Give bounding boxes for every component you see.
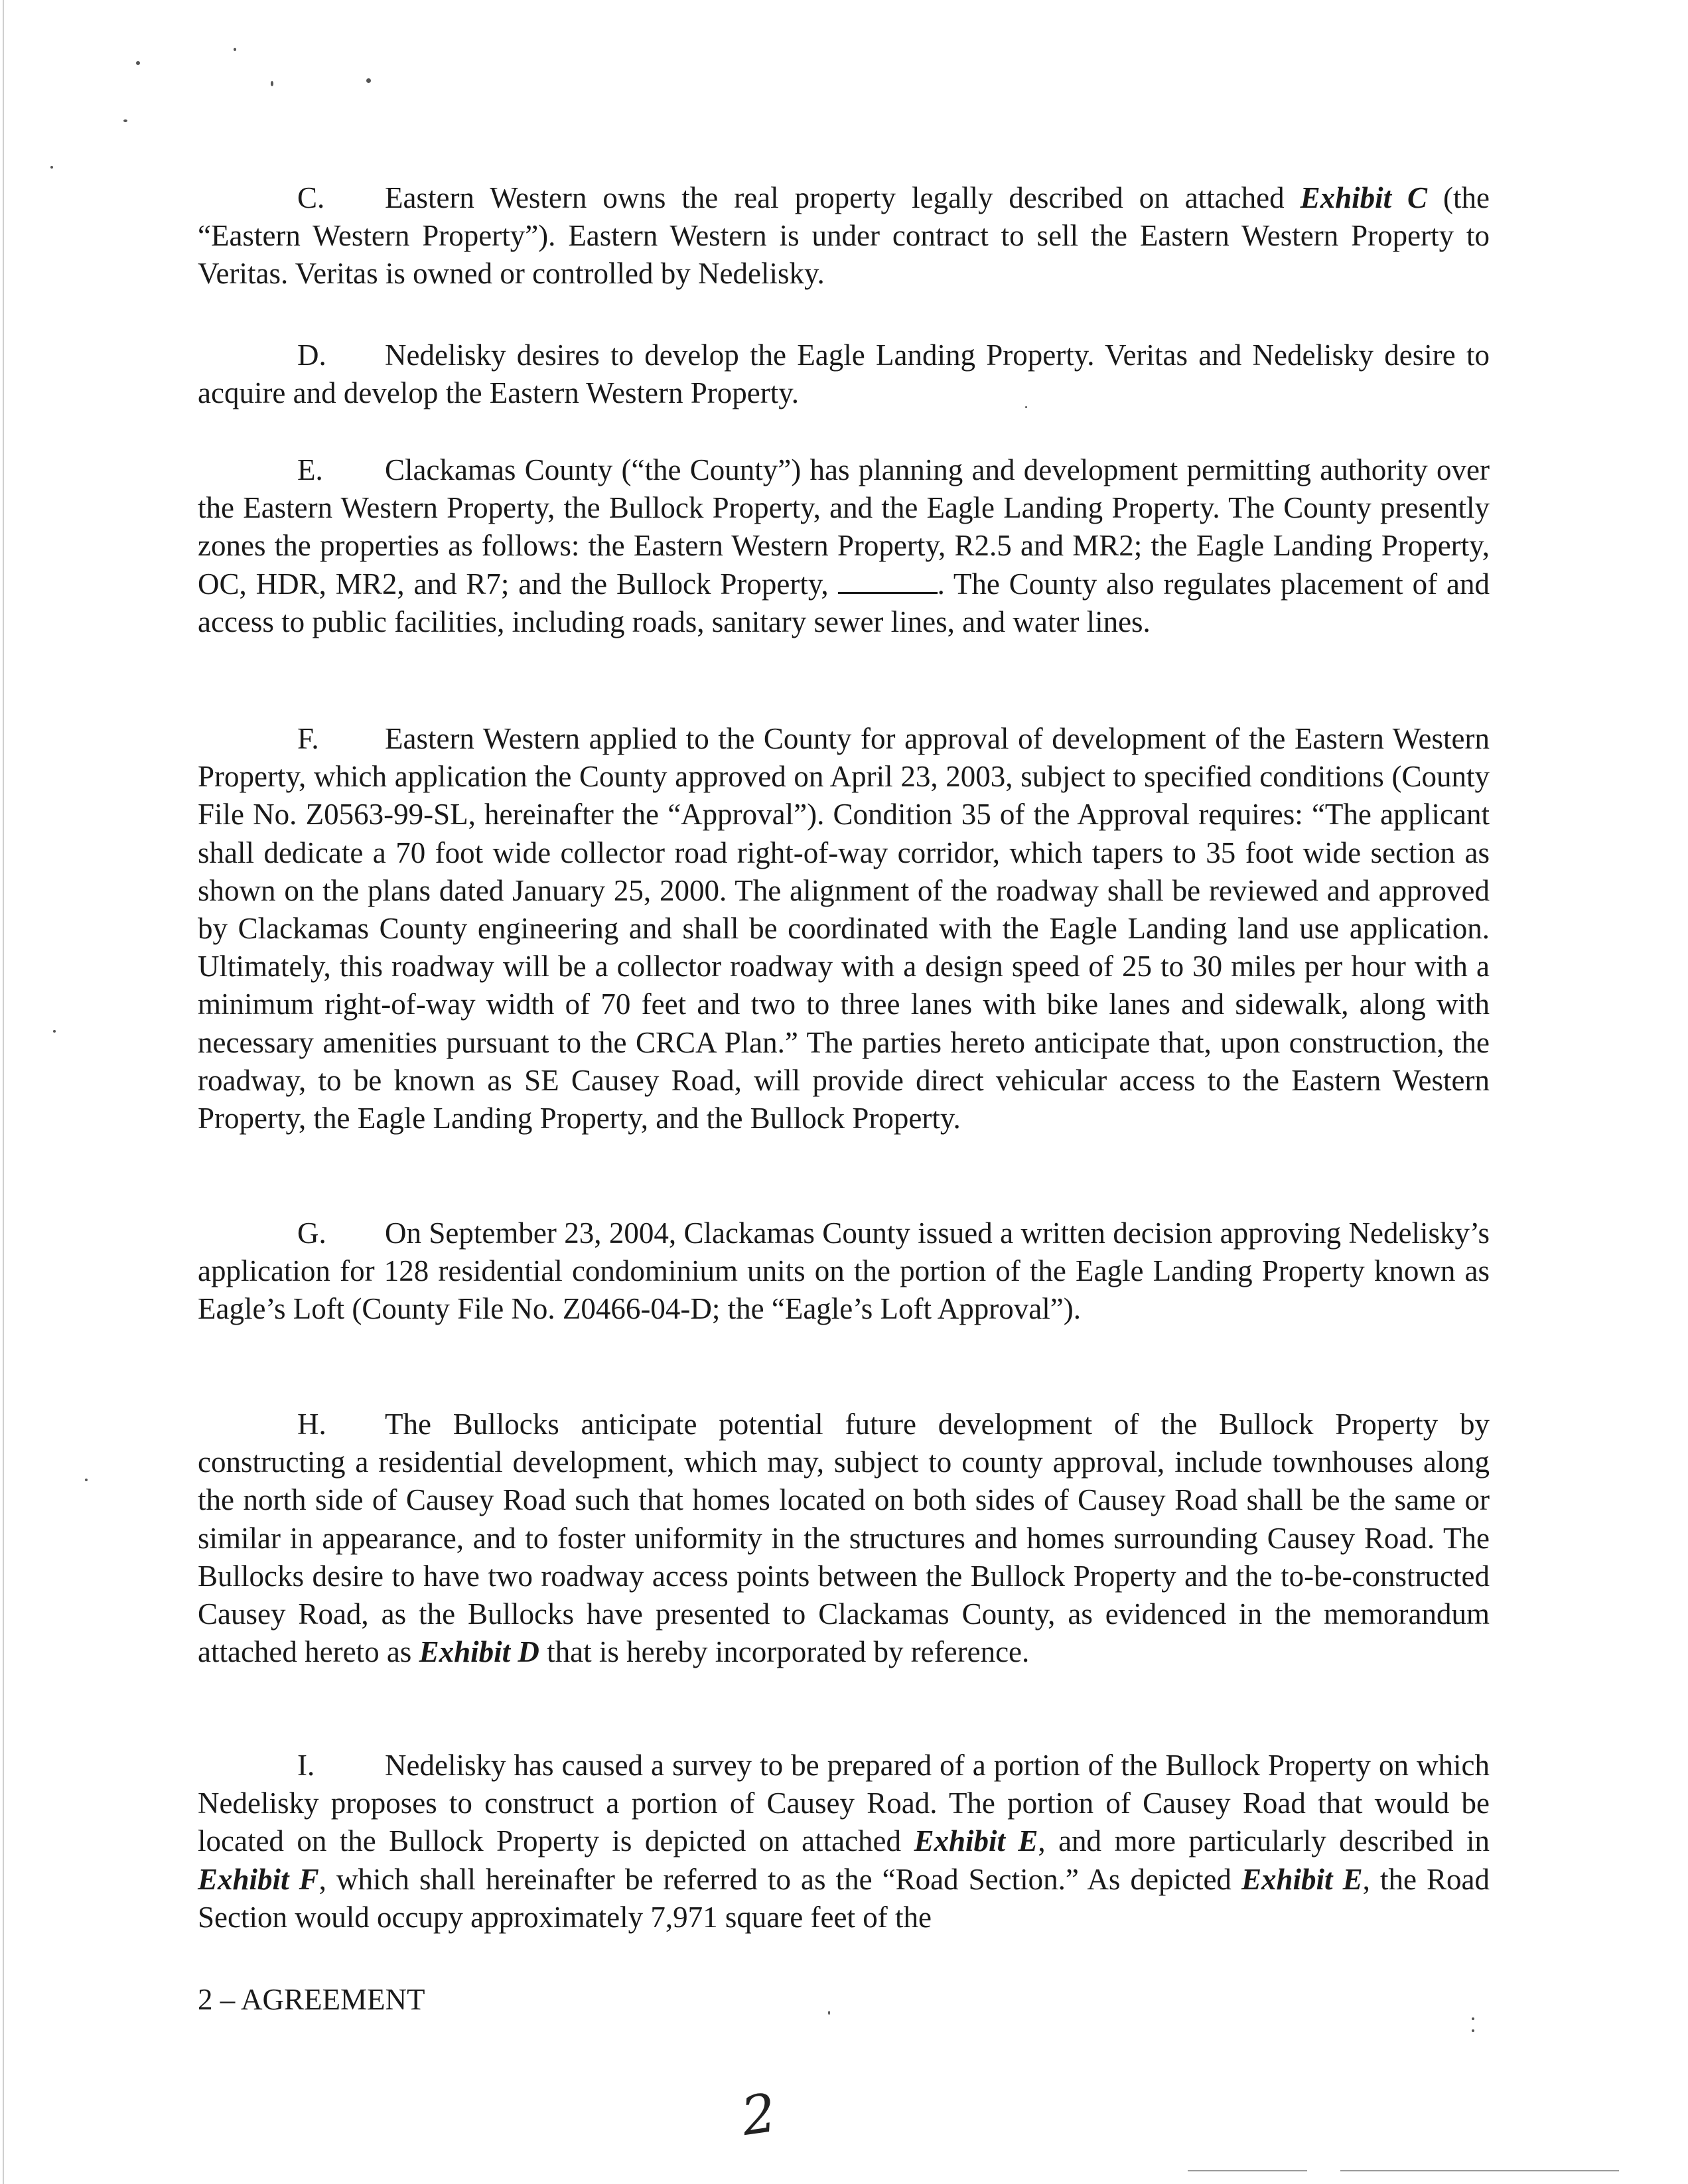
paragraph-text: that is hereby incorporated by reference. [539,1635,1030,1669]
scan-edge-line [3,0,4,2184]
paragraph-body [198,1406,1490,1671]
handwritten-page-number: 2 [737,2081,780,2148]
exhibit-reference: Exhibit D [419,1635,539,1669]
exhibit-reference: Exhibit E [914,1824,1038,1858]
recital-paragraph-i [198,1747,1490,1936]
paragraph-body [198,336,1490,412]
scan-speck [1472,2017,1474,2020]
paragraph-text: , the Road Section would occupy approximately 7,971 square feet of the [198,1862,1490,1934]
scan-speck [234,48,236,51]
scan-speck [1472,2029,1474,2032]
paragraph-text: Nedelisky has caused a survey to be prepared of a portion of the Bullock Property on which Nedelisky proposes to construct a portion of Causey Road. The portion of Causey Road that would be located on the Bullock Property is depicted on attached [198,1749,1490,1858]
recital-paragraph-e [198,451,1490,641]
paragraph-body [198,451,1490,641]
recital-letter: E. [297,453,323,486]
recital-paragraph-h [198,1406,1490,1671]
scan-speck [136,61,140,65]
exhibit-reference: Exhibit F [198,1862,319,1896]
paragraph-text: , and more particularly described in [1038,1824,1490,1858]
paragraph-body [198,1214,1490,1329]
paragraph-text: Eastern Western applied to the County for approval of development of the Eastern Western Property, which application the County approved on April 23, 2003, subject to specified conditions (County File No. Z0563-99-SL, hereinafter the “Approval”). Condition 35 of the Approval requires: “The applicant shall dedicate a 70 foot wide collector road right-of-way corridor, which tapers to 35 foot wide section as shown on the plans dated January 25, 2000. The alignment of the roadway shall be reviewed and approved by Clackamas County engineering and shall be coordinated with the Eagle Landing land use application. Ultimately, this roadway will be a collector roadway with a design speed of 25 to 30 miles per hour with a minimum right-of-way width of 70 feet and two to three lanes with bike lanes and sidewalk, along with necessary amenities pursuant to the CRCA Plan.” The parties hereto anticipate that, upon construction, the roadway, to be known as SE Causey Road, will provide direct vehicular access to the Eastern Western Property, the Eagle Landing Property, and the Bullock Property. [198,722,1490,1135]
paragraph-text: The Bullocks anticipate potential future development of the Bullock Property by constructing a residential development, which may, subject to county approval, include townhouses along the north side of Causey Road such that homes located on both sides of Causey Road shall be the same or similar in appearance, and to foster uniformity in the structures and homes surrounding Causey Road. The Bullocks desire to have two roadway access points between the Bullock Property and the to-be-constructed Causey Road, as the Bullocks have presented to Clackamas County, as evidenced in the memorandum attached hereto as [198,1408,1490,1669]
paragraph-body [198,1747,1490,1936]
paragraph-text: (the “Eastern Western Property”). Eastern Western is under contract to sell the Eastern Western Property to Veritas. Veritas is owned or controlled by Nedelisky. [198,181,1490,291]
scan-speck [53,1030,56,1033]
scan-speck [828,2011,830,2015]
paragraph-text: On September 23, 2004, Clackamas County issued a written decision approving Nedelisky’s application for 128 residential condominium units on the portion of the Eagle Landing Property known as Eagle’s Loft (County File No. Z0466-04-D; the “Eagle’s Loft Approval”). [198,1216,1490,1326]
paragraph-text: Eastern Western owns the real property legally described on attached [385,181,1301,214]
scan-mark [1340,2170,1619,2171]
exhibit-reference: Exhibit C [1300,181,1428,214]
paragraph-body [198,179,1490,293]
recital-letter: G. [297,1216,326,1250]
scan-speck [85,1479,88,1481]
recital-letter: I. [297,1749,315,1782]
scan-speck [50,166,53,169]
paragraph-text: Nedelisky desires to develop the Eagle Landing Property. Veritas and Nedelisky desire to acquire and develop the Eastern Western Property. [198,338,1490,410]
scan-mark [1188,2170,1307,2171]
paragraph-body [198,720,1490,1137]
exhibit-reference: Exhibit E [1241,1862,1363,1896]
scan-speck [271,81,273,86]
paragraph-text: . The County also regulates placement of and access to public facilities, including roads, sanitary sewer lines, and water lines. [198,567,1490,638]
paragraph-text: , which shall hereinafter be referred to as the “Road Section.” As depicted [318,1862,1241,1896]
blank-fill-line [838,565,938,594]
recital-letter: H. [297,1408,326,1441]
recital-letter: F. [297,722,319,755]
recital-letter: D. [297,338,326,372]
recital-letter: C. [297,181,325,214]
scan-speck [366,78,371,83]
recital-paragraph-d [198,336,1490,412]
recital-paragraph-c [198,179,1490,293]
scan-speck [123,119,127,122]
recital-paragraph-f [198,720,1490,1137]
paragraph-text: Clackamas County (“the County”) has planning and development permitting authority over the Eastern Western Property, the Bullock Property, and the Eagle Landing Property. The County presently zones the properties as follows: the Eastern Western Property, R2.5 and MR2; the Eagle Landing Property, OC, HDR, MR2, and R7; and the Bullock Property, [198,453,1490,601]
recital-paragraph-g [198,1214,1490,1329]
page-footer: 2 – AGREEMENT [198,1983,425,2016]
